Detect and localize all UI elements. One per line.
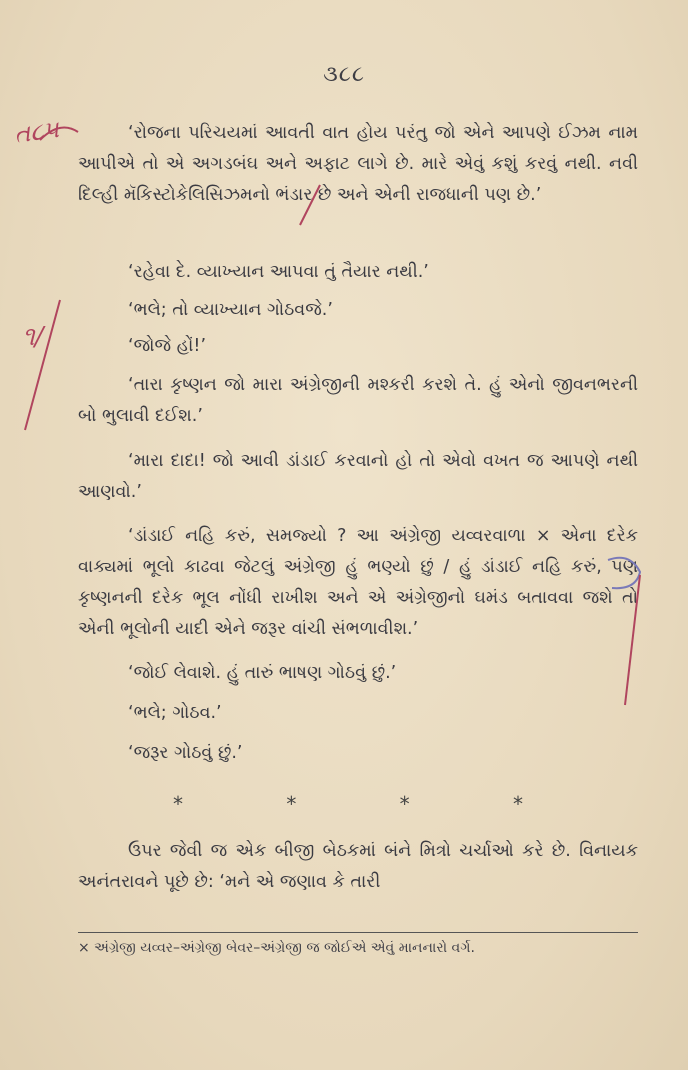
dialogue-line-3: ‘જોજે હોં!’ (128, 336, 207, 356)
paragraph-5: ઉપર જેવી જ એક બીજી બેઠકમાં બંને મિત્રો ચર્ચાઓ કરે છે. વિનાયક અનંતરાવને પૂછે છે: ‘મને એ જણાવ કે તારી (78, 841, 638, 892)
separator-star: * (173, 792, 183, 816)
dialogue-line-2: ‘ભલે; તો વ્યાખ્યાન ગોઠવજે.’ (128, 300, 333, 320)
separator-star: * (286, 792, 297, 816)
page-number: ૩૮૮ (323, 62, 365, 87)
separator-star: * (512, 792, 523, 816)
paragraph-2: ‘તારા કૃષ્ણન જો મારા અંગ્રેજીની મશ્કરી કરશે તે. હું એનો જીવનભરની બો ભુલાવી દઈશ.’ (78, 375, 638, 426)
paragraph-4: ‘ડાંડાઈ નહિ કરું, સમજ્યો ? આ અંગ્રેજી યવ્વરવાળા × એના દરેક વાક્યમાં ભૂલો કાઢવા જેટલું અંગ્રેજી હું ભણ્યો છું / હું ડાંડાઈ નહિ કરું, પણ કૃષ્ણનની દરેક ભૂલ નોંધી રાખીશ અને એ અંગ્રેજીનો ઘમંડ બતાવવા જશે તો એની ભૂલોની યાદી એને જરૂર વાંચી સંભળાવીશ.’ (78, 526, 638, 639)
margin-note-mid-left: ૧/ (22, 322, 44, 352)
dialogue-line-6: ‘જરૂર ગોઠવું છું.’ (128, 743, 243, 763)
dialogue-line-5: ‘ભલે; ગોઠવ.’ (128, 703, 222, 723)
footnote: × અંગ્રેજી યવ્વર–અંગ્રેજી બેવર–અંગ્રેજી જ જોઈએ એવું માનનારો વર્ગ. (78, 940, 475, 956)
dialogue-line-4: ‘જોઈ લેવાશે. હું તારું ભાષણ ગોઠવું છું.’ (128, 663, 397, 683)
margin-note-top-left: ત૮૫ (12, 115, 61, 149)
paragraph-1: ‘રોજના પરિચયમાં આવતી વાત હોય પરંતુ જો એને આપણે ઈઝમ નામ આપીએ તો એ અગડબંઘ અને અફાટ લાગે છે. મારે એવું કશું કરવું નથી. નવી દિલ્હી મૅકિસ્ટોકેલિસિઝમનો ભંડાર છે અને એની રાજધાની પણ છે.’ (78, 123, 638, 205)
paragraph-3: ‘મારા દાદા! જો આવી ડાંડાઈ કરવાનો હો તો એવો વખત જ આપણે નથી આણવો.’ (78, 451, 638, 502)
dialogue-line-1: ‘રહેવા દે. વ્યાખ્યાન આપવા તું તૈયાર નથી.’ (128, 262, 429, 282)
separator-star: * (399, 792, 410, 816)
